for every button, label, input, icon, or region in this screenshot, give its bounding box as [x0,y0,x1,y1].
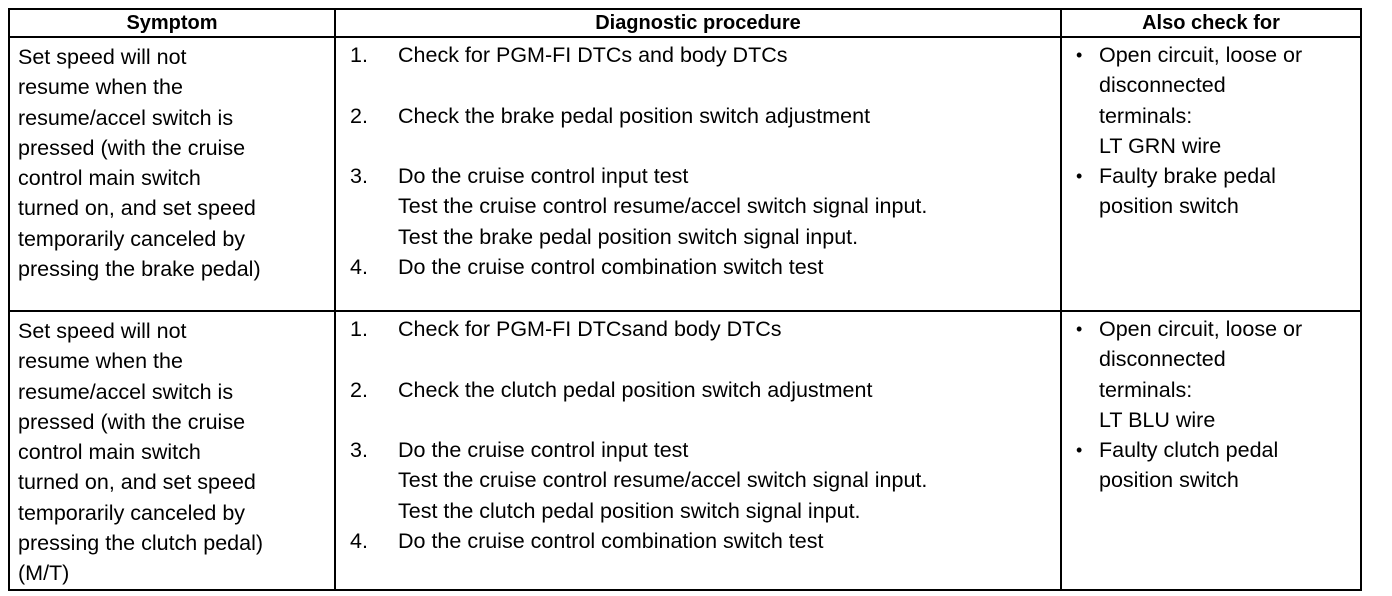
also-check-text: position switch [1099,194,1239,219]
also-check-text: Open circuit, loose or [1099,317,1303,341]
symptom-line: turned on, and set speed [18,470,256,495]
symptom-troubleshooting-table [8,8,1362,591]
bullet-icon: • [1076,319,1083,339]
also-check-text: Faulty clutch pedal [1099,438,1279,463]
step-number: 2. [350,377,368,402]
procedure-step-4 [346,526,1056,556]
troubleshooting-sheet [8,8,1360,584]
also-check-text: disconnected [1099,73,1226,98]
symptom-line: resume/accel switch is [18,379,234,404]
symptom-line: Set speed will not [18,319,187,343]
symptom-line: (M/T) [18,561,70,586]
step-number: 4. [350,255,368,280]
step-number: 1. [350,43,368,67]
procedure-cell [335,37,1061,311]
step-text: Check for PGM-FI DTCs and body DTCs [398,43,788,67]
step-text: Test the brake pedal position switch signal input. [398,224,859,249]
also-check-cell [1061,37,1361,311]
symptom-line: resume when the [18,349,183,374]
procedure-step-2 [346,375,1056,405]
step-number: 3. [350,164,368,189]
symptom-cell [9,311,335,590]
also-check-text: LT BLU wire [1099,407,1216,432]
header-row [9,9,1361,37]
step-text: Do the cruise control input test [398,438,689,463]
table-row-brake [9,37,1361,311]
procedure-step-4 [346,252,1056,282]
procedure-step-1 [346,314,1056,344]
symptom-cell [9,37,335,311]
step-number: 3. [350,438,368,463]
symptom-line: Set speed will not [18,45,187,69]
also-check-item [1074,435,1356,496]
header-symptom: Symptom [9,9,335,37]
symptom-line: pressing the brake pedal) [18,257,261,282]
procedure-step-3 [346,435,1056,526]
header-also-check-for: Also check for [1061,9,1361,37]
symptom-line: temporarily canceled by [18,226,246,251]
also-check-text: terminals: [1099,103,1193,128]
symptom-line: temporarily canceled by [18,500,246,525]
symptom-line: pressing the clutch pedal) [18,531,264,556]
symptom-line: resume/accel switch is [18,105,234,130]
step-text: Do the cruise control combination switch test [398,255,824,280]
symptom-line: control main switch [18,166,201,191]
procedure-step-3 [346,161,1056,252]
bullet-icon: • [1076,440,1083,461]
also-check-text: Faulty brake pedal [1099,164,1276,189]
step-text: Test the clutch pedal position switch signal input. [398,498,861,523]
also-check-text: disconnected [1099,347,1226,372]
also-check-text: terminals: [1099,377,1193,402]
step-text: Test the cruise control resume/accel switch signal input. [398,194,928,219]
symptom-line: pressed (with the cruise [18,409,246,434]
procedure-cell [335,311,1061,590]
procedure-step-1 [346,40,1056,70]
step-number: 1. [350,317,368,341]
also-check-text: LT GRN wire [1099,133,1222,158]
step-number: 2. [350,103,368,128]
step-text: Do the cruise control input test [398,164,689,189]
bullet-icon: • [1076,45,1083,65]
also-check-cell [1061,311,1361,590]
header-diagnostic-procedure: Diagnostic procedure [335,9,1061,37]
step-text: Check for PGM-FI DTCsand body DTCs [398,317,782,341]
step-number: 4. [350,529,368,554]
also-check-text: position switch [1099,468,1239,493]
symptom-line: turned on, and set speed [18,196,256,221]
also-check-item [1074,314,1356,435]
also-check-text: Open circuit, loose or [1099,43,1303,67]
bullet-icon: • [1076,166,1083,187]
step-text: Do the cruise control combination switch test [398,529,824,554]
procedure-step-2 [346,101,1056,131]
also-check-item [1074,161,1356,222]
table-row-clutch [9,311,1361,590]
symptom-line: resume when the [18,75,183,100]
step-text: Check the clutch pedal position switch adjustment [398,377,873,402]
step-text: Test the cruise control resume/accel switch signal input. [398,468,928,493]
step-text: Check the brake pedal position switch adjustment [398,103,871,128]
symptom-line: control main switch [18,440,201,465]
also-check-item [1074,40,1356,161]
symptom-line: pressed (with the cruise [18,135,246,160]
